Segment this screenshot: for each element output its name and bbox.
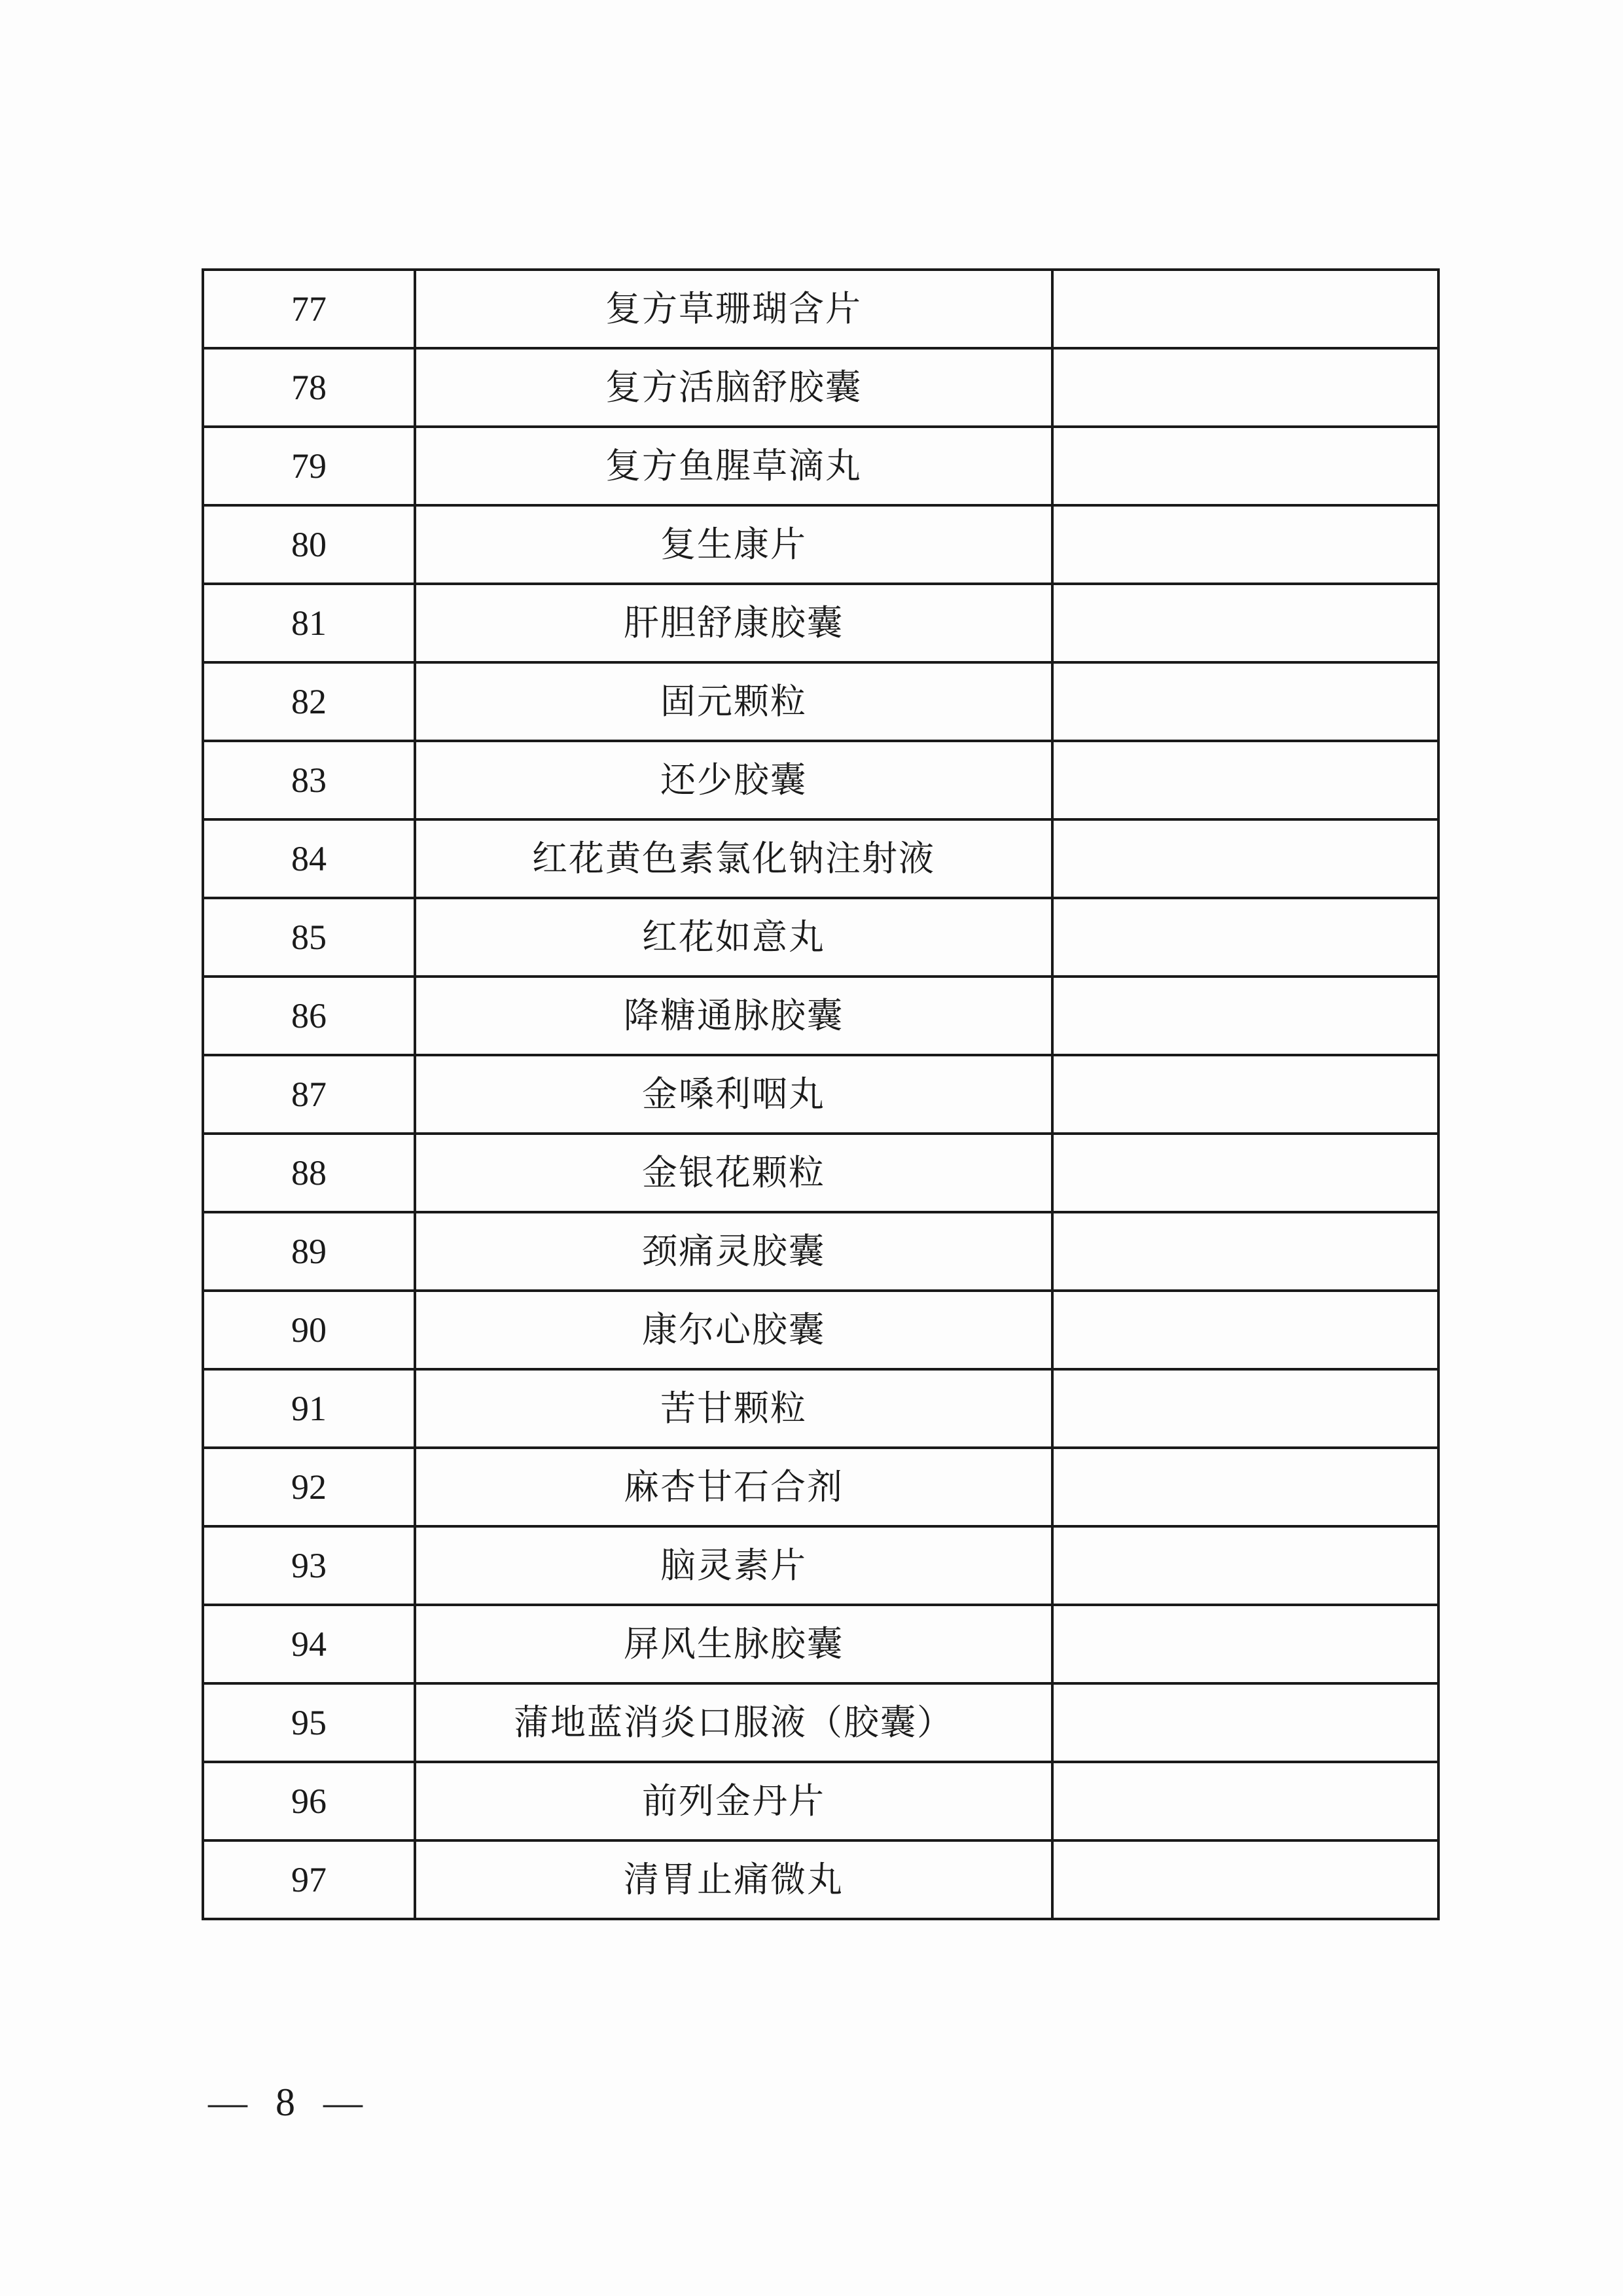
row-number-cell: 78 — [203, 348, 415, 427]
row-number-cell: 77 — [203, 270, 415, 348]
remarks-cell — [1052, 505, 1438, 584]
remarks-cell — [1052, 270, 1438, 348]
remarks-cell — [1052, 819, 1438, 898]
page-number: — 8 — — [208, 2081, 372, 2124]
row-number-cell: 79 — [203, 427, 415, 505]
table-row — [203, 977, 1438, 1055]
row-number-cell: 91 — [203, 1369, 415, 1448]
row-number-cell: 96 — [203, 1762, 415, 1840]
drug-name-cell: 脑灵素片 — [415, 1526, 1052, 1605]
table-row — [203, 1605, 1438, 1683]
table-row — [203, 1840, 1438, 1919]
drug-name-cell: 降糖通脉胶囊 — [415, 977, 1052, 1055]
row-number-cell: 95 — [203, 1683, 415, 1762]
table-row — [203, 1291, 1438, 1369]
drug-name-cell: 屏风生脉胶囊 — [415, 1605, 1052, 1683]
table-row — [203, 427, 1438, 505]
remarks-cell — [1052, 584, 1438, 662]
drug-name-cell: 复方草珊瑚含片 — [415, 270, 1052, 348]
row-number-cell: 88 — [203, 1134, 415, 1212]
table-row — [203, 1448, 1438, 1526]
remarks-cell — [1052, 427, 1438, 505]
row-number-cell: 93 — [203, 1526, 415, 1605]
remarks-cell — [1052, 1212, 1438, 1291]
drug-list-table — [202, 268, 1440, 1920]
remarks-cell — [1052, 1605, 1438, 1683]
table-row — [203, 1134, 1438, 1212]
table-row — [203, 819, 1438, 898]
row-number-cell: 94 — [203, 1605, 415, 1683]
remarks-cell — [1052, 1840, 1438, 1919]
remarks-cell — [1052, 898, 1438, 977]
table-row — [203, 1369, 1438, 1448]
row-number-cell: 87 — [203, 1055, 415, 1134]
drug-name-cell: 康尔心胶囊 — [415, 1291, 1052, 1369]
drug-name-cell: 清胃止痛微丸 — [415, 1840, 1052, 1919]
table-row — [203, 662, 1438, 741]
table-body — [203, 270, 1438, 1919]
row-number-cell: 83 — [203, 741, 415, 819]
remarks-cell — [1052, 348, 1438, 427]
table-row — [203, 741, 1438, 819]
drug-name-cell: 红花如意丸 — [415, 898, 1052, 977]
row-number-cell: 92 — [203, 1448, 415, 1526]
drug-name-cell: 颈痛灵胶囊 — [415, 1212, 1052, 1291]
drug-name-cell: 前列金丹片 — [415, 1762, 1052, 1840]
table-row — [203, 270, 1438, 348]
drug-name-cell: 红花黄色素氯化钠注射液 — [415, 819, 1052, 898]
drug-name-cell: 金银花颗粒 — [415, 1134, 1052, 1212]
table-row — [203, 1526, 1438, 1605]
drug-name-cell: 复方活脑舒胶囊 — [415, 348, 1052, 427]
remarks-cell — [1052, 1134, 1438, 1212]
remarks-cell — [1052, 1369, 1438, 1448]
drug-name-cell: 金嗓利咽丸 — [415, 1055, 1052, 1134]
row-number-cell: 81 — [203, 584, 415, 662]
remarks-cell — [1052, 1055, 1438, 1134]
table-row — [203, 898, 1438, 977]
remarks-cell — [1052, 1526, 1438, 1605]
drug-name-cell: 苦甘颗粒 — [415, 1369, 1052, 1448]
remarks-cell — [1052, 977, 1438, 1055]
row-number-cell: 86 — [203, 977, 415, 1055]
drug-name-cell: 蒲地蓝消炎口服液（胶囊） — [415, 1683, 1052, 1762]
row-number-cell: 97 — [203, 1840, 415, 1919]
drug-name-cell: 复方鱼腥草滴丸 — [415, 427, 1052, 505]
table-row — [203, 348, 1438, 427]
row-number-cell: 85 — [203, 898, 415, 977]
table-row — [203, 1055, 1438, 1134]
drug-name-cell: 固元颗粒 — [415, 662, 1052, 741]
remarks-cell — [1052, 1448, 1438, 1526]
drug-name-cell: 麻杏甘石合剂 — [415, 1448, 1052, 1526]
remarks-cell — [1052, 1683, 1438, 1762]
row-number-cell: 82 — [203, 662, 415, 741]
row-number-cell: 90 — [203, 1291, 415, 1369]
table-row — [203, 1683, 1438, 1762]
row-number-cell: 84 — [203, 819, 415, 898]
table-row — [203, 505, 1438, 584]
remarks-cell — [1052, 741, 1438, 819]
drug-name-cell: 肝胆舒康胶囊 — [415, 584, 1052, 662]
drug-name-cell: 复生康片 — [415, 505, 1052, 584]
table-row — [203, 584, 1438, 662]
row-number-cell: 89 — [203, 1212, 415, 1291]
remarks-cell — [1052, 662, 1438, 741]
table-row — [203, 1212, 1438, 1291]
drug-name-cell: 还少胶囊 — [415, 741, 1052, 819]
remarks-cell — [1052, 1762, 1438, 1840]
row-number-cell: 80 — [203, 505, 415, 584]
remarks-cell — [1052, 1291, 1438, 1369]
table-row — [203, 1762, 1438, 1840]
